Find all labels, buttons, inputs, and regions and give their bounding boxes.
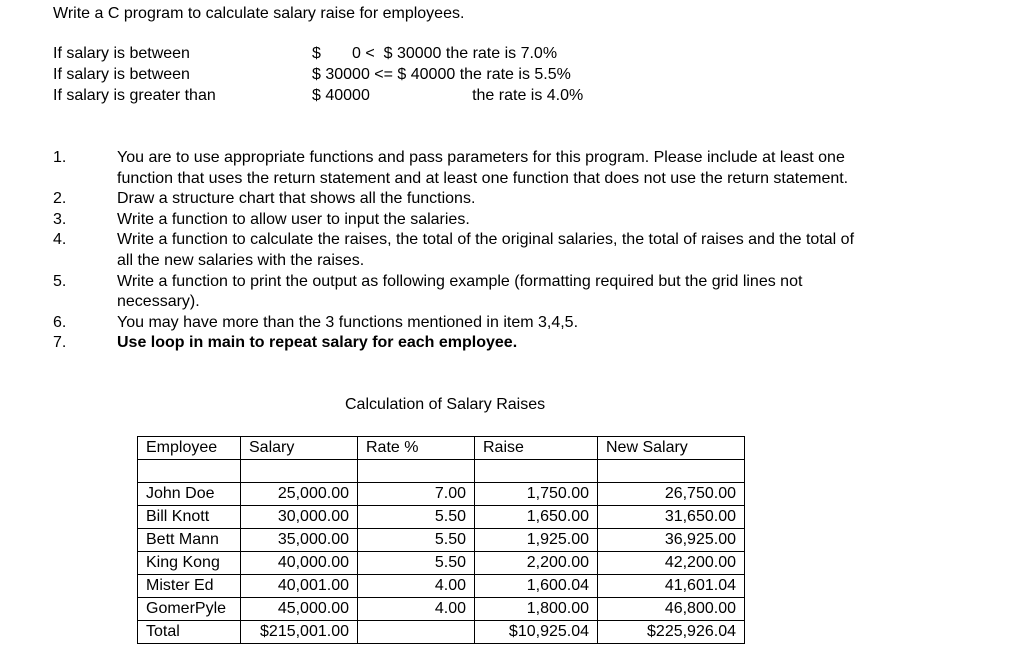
cell-salary: 25,000.00 — [241, 483, 358, 506]
cell-employee: Total — [138, 621, 241, 644]
table-row — [138, 506, 745, 529]
condition-range: $ 30000 <= $ 40000 the rate is 5.5% — [312, 66, 571, 83]
cell-employee: Mister Ed — [138, 575, 241, 598]
cell-rate: 5.50 — [358, 552, 475, 575]
list-item — [53, 313, 873, 334]
item-number: 4. — [53, 231, 67, 249]
item-text: Draw a structure chart that shows all the functions. — [117, 190, 476, 208]
item-text: Write a function to allow user to input the salaries. — [117, 210, 470, 228]
cell-rate — [358, 621, 475, 644]
table-caption: Calculation of Salary Raises — [345, 396, 546, 413]
cell-raise: 2,200.00 — [475, 552, 598, 575]
cell-rate: 5.50 — [358, 506, 475, 529]
list-item — [53, 333, 873, 354]
cell-rate: 7.00 — [358, 483, 475, 506]
cell-salary: 35,000.00 — [241, 529, 358, 552]
item-text: Write a function to print the output as following example (formatting required but the grid lines not necessary). — [117, 272, 803, 311]
cell-raise: 1,600.04 — [475, 575, 598, 598]
item-number: 5. — [53, 272, 67, 290]
column-header: Raise — [475, 437, 598, 460]
cell-employee: King Kong — [138, 552, 241, 575]
cell-new-salary: 42,200.00 — [598, 552, 745, 575]
column-header: Salary — [241, 437, 358, 460]
cell-rate: 5.50 — [358, 529, 475, 552]
column-header: Employee — [138, 437, 241, 460]
cell-new-salary: 41,601.04 — [598, 575, 745, 598]
condition-label: If salary is between — [53, 45, 190, 62]
cell-raise: 1,800.00 — [475, 598, 598, 621]
condition-label: If salary is greater than — [53, 87, 216, 104]
cell-salary: 45,000.00 — [241, 598, 358, 621]
table-row — [138, 552, 745, 575]
item-number: 6. — [53, 313, 67, 331]
condition-range: $ 40000 the rate is 4.0% — [312, 87, 584, 104]
cell-raise: $10,925.04 — [475, 621, 598, 644]
column-header: Rate % — [358, 437, 475, 460]
item-number: 7. — [53, 334, 67, 352]
cell-salary: 40,001.00 — [241, 575, 358, 598]
item-text: Use loop in main to repeat salary for each employee. — [117, 334, 518, 352]
cell-rate: 4.00 — [358, 598, 475, 621]
cell-new-salary: $225,926.04 — [598, 621, 745, 644]
item-number: 1. — [53, 149, 67, 166]
cell-salary: 30,000.00 — [241, 506, 358, 529]
cell-new-salary: 46,800.00 — [598, 598, 745, 621]
cell-employee: John Doe — [138, 483, 241, 506]
cell-employee: Bett Mann — [138, 529, 241, 552]
table-row — [138, 598, 745, 621]
item-number: 3. — [53, 210, 67, 228]
list-item — [53, 210, 873, 231]
cell-employee: GomerPyle — [138, 598, 241, 621]
table-row — [138, 575, 745, 598]
table-row — [138, 483, 745, 506]
cell-employee: Bill Knott — [138, 506, 241, 529]
cell-salary: $215,001.00 — [241, 621, 358, 644]
item-text: You are to use appropriate functions and pass parameters for this program. Please include at least one function that uses the return statement and at least one function that does not use the return statement. — [117, 149, 849, 187]
item-text: Write a function to calculate the raises, the total of the original salaries, the total of raises and the total of all the new salaries with the raises. — [117, 231, 855, 269]
total-row — [138, 621, 745, 644]
blank-row — [138, 460, 745, 483]
list-item — [53, 272, 873, 313]
table-header-row — [138, 437, 745, 460]
salary-table — [137, 436, 745, 644]
page-title: Write a C program to calculate salary raise for employees. — [53, 5, 465, 22]
cell-new-salary: 31,650.00 — [598, 506, 745, 529]
list-item — [53, 189, 873, 210]
item-text: You may have more than the 3 functions mentioned in item 3,4,5. — [117, 313, 579, 331]
condition-label: If salary is between — [53, 66, 190, 83]
table-row — [138, 529, 745, 552]
column-header: New Salary — [598, 437, 745, 460]
cell-salary: 40,000.00 — [241, 552, 358, 575]
cell-raise: 1,650.00 — [475, 506, 598, 529]
list-item — [53, 230, 873, 271]
cell-raise: 1,925.00 — [475, 529, 598, 552]
condition-range: $ 0 < $ 30000 the rate is 7.0% — [312, 45, 558, 62]
cell-new-salary: 36,925.00 — [598, 529, 745, 552]
cell-new-salary: 26,750.00 — [598, 483, 745, 506]
requirements-list — [53, 148, 873, 354]
cell-raise: 1,750.00 — [475, 483, 598, 506]
item-number: 2. — [53, 190, 67, 208]
cell-rate: 4.00 — [358, 575, 475, 598]
list-item — [53, 148, 873, 189]
